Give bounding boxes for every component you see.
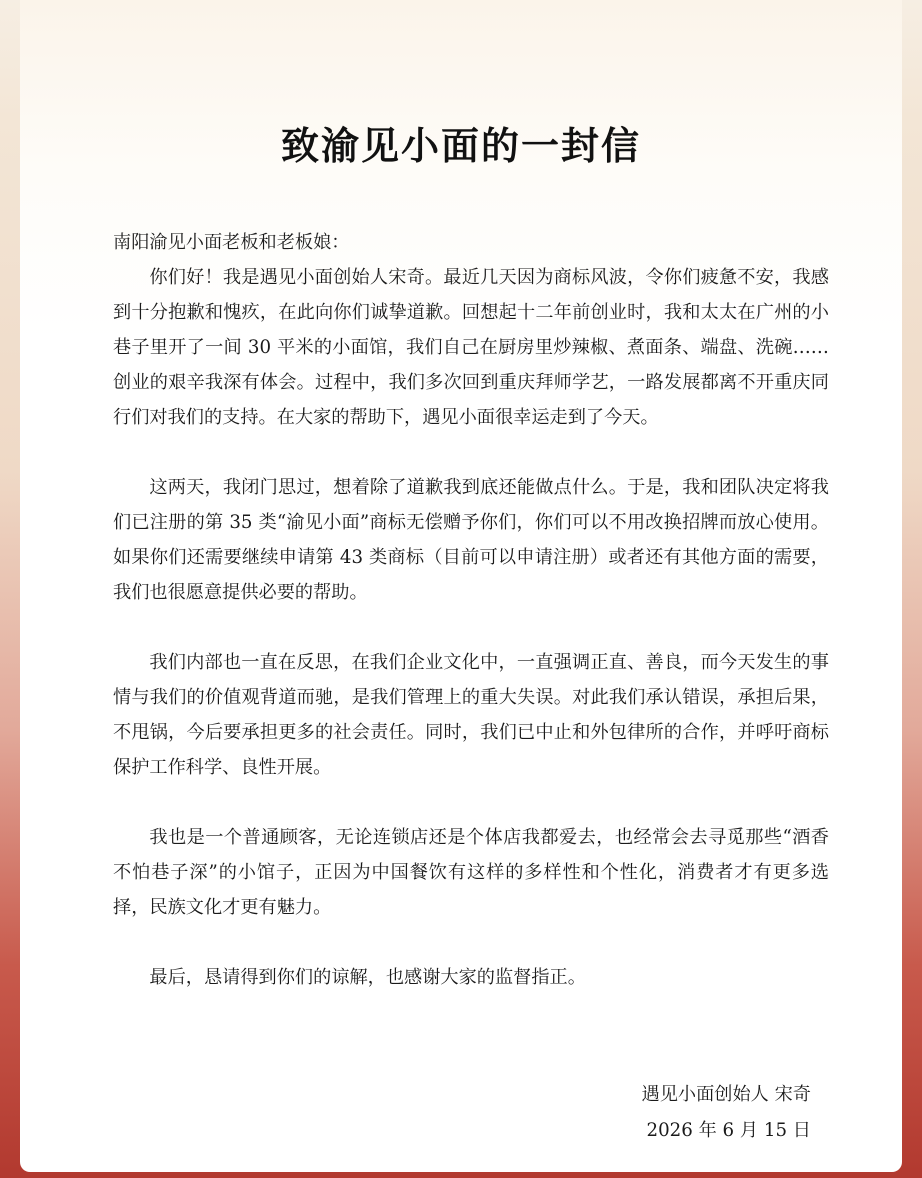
paragraph-reflection: 我们内部也一直在反思，在我们企业文化中，一直强调正直、善良，而今天发生的事情与我们的价值观背道而驰，是我们管理上的重大失误。对此我们承认错误，承担后果，不甩锅，今后要承担更多的社会责任。同时，我们已中止和外包律所的合作，并呼吁商标保护工作科学、良性开展。 [113,652,829,778]
letter-salutation: 南阳渝见小面老板和老板娘： [113,232,350,253]
paragraph-diversity: 我也是一个普通顾客，无论连锁店还是个体店我都爱去，也经常会去寻觅那些“酒香不怕巷子深”的小馆子，正因为中国餐饮有这样的多样性和个性化，消费者才有更多选择，民族文化才更有魅力。 [113,827,829,918]
paragraph-trademark-gift: 这两天，我闭门思过，想着除了道歉我到底还能做点什么。于是，我和团队决定将我们已注册的第 35 类“渝见小面”商标无偿赠予你们，你们可以不用改换招牌而放心使用。如果你们还需要继续申请第 43 类商标（目前可以申请注册）或者还有其他方面的需要，我们也很愿意提供必要的帮助。 [113,477,829,603]
letter-title: 致渝见小面的一封信 [280,124,641,168]
paragraph-apology: 你们好！我是遇见小面创始人宋奇。最近几天因为商标风波，令你们疲惫不安，我感到十分抱歉和愧疚，在此向你们诚挚道歉。回想起十二年前创业时，我和太太在广州的小巷子里开了一间 30 平米的小面馆，我们自己在厨房里炒辣椒、煮面条、端盘、洗碗……创业的艰辛我深有体会。过程中，我们多次回到重庆拜师学艺，一路发展都离不开重庆同行们对我们的支持。在大家的帮助下，遇见小面很幸运走到了今天。 [113,267,829,428]
paragraph-closing: 最后，恳请得到你们的谅解，也感谢大家的监督指正。 [149,967,586,988]
letter-signature-block [642,1077,811,1149]
signature-date: 2026 年 6 月 15 日 [646,1120,811,1141]
letter-body [113,225,829,995]
signature-name: 遇见小面创始人 宋奇 [641,1084,811,1105]
letter-paper [20,0,902,1172]
